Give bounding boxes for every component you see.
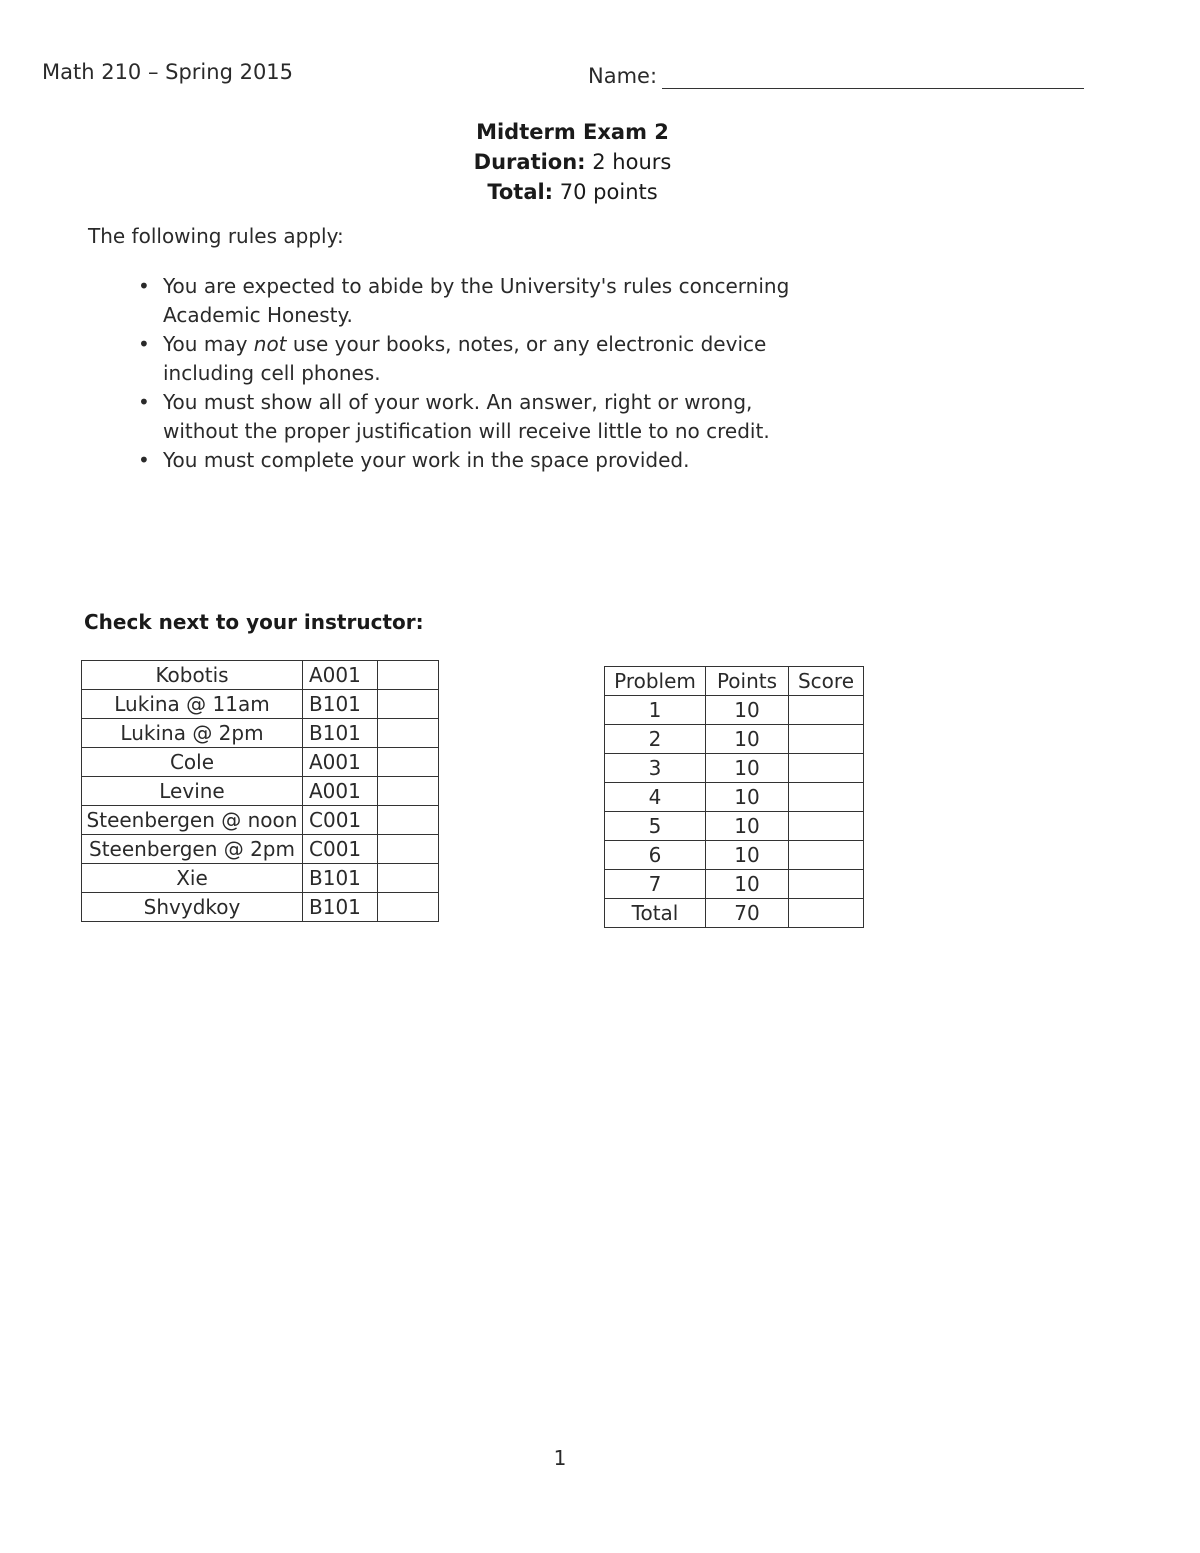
exam-title: Midterm Exam 2 xyxy=(476,120,669,144)
table-header-row xyxy=(605,667,864,696)
table-row xyxy=(82,748,439,777)
score-cell[interactable] xyxy=(789,696,864,725)
problem-number: 6 xyxy=(605,841,706,870)
problem-number: 3 xyxy=(605,754,706,783)
rule-item xyxy=(138,330,803,388)
name-label: Name: xyxy=(588,64,658,88)
check-box[interactable] xyxy=(378,748,439,777)
page-number: 1 xyxy=(553,1446,567,1470)
table-row xyxy=(82,661,439,690)
table-row xyxy=(605,812,864,841)
table-row xyxy=(605,754,864,783)
rule-text: You may xyxy=(163,332,254,356)
score-cell[interactable] xyxy=(789,812,864,841)
check-box[interactable] xyxy=(378,893,439,922)
check-box[interactable] xyxy=(378,661,439,690)
instructor-name: Steenbergen @ 2pm xyxy=(82,835,303,864)
score-cell[interactable] xyxy=(789,870,864,899)
bullet-icon: • xyxy=(138,448,150,472)
problem-points: 10 xyxy=(706,841,789,870)
table-row xyxy=(605,870,864,899)
table-row xyxy=(82,777,439,806)
column-header-score: Score xyxy=(789,667,864,696)
rules-list xyxy=(138,272,803,475)
problem-points: 10 xyxy=(706,696,789,725)
score-cell[interactable] xyxy=(789,725,864,754)
check-box[interactable] xyxy=(378,806,439,835)
rule-text: You must show all of your work. An answer, right or wrong, without the proper justification will receive little to no credit. xyxy=(163,390,770,443)
duration-value: 2 hours xyxy=(592,150,672,174)
problem-number: 4 xyxy=(605,783,706,812)
table-row-total xyxy=(605,899,864,928)
exam-heading xyxy=(0,117,1145,207)
bullet-icon: • xyxy=(138,332,150,356)
instructor-check-title: Check next to your instructor: xyxy=(84,610,424,634)
column-header-points: Points xyxy=(706,667,789,696)
table-row xyxy=(82,806,439,835)
instructor-name: Levine xyxy=(82,777,303,806)
section-code: B101 xyxy=(303,864,378,893)
total-score-cell[interactable] xyxy=(789,899,864,928)
table-row xyxy=(82,835,439,864)
table-row xyxy=(605,841,864,870)
total-label: Total: xyxy=(487,180,554,204)
check-box[interactable] xyxy=(378,864,439,893)
rule-item xyxy=(138,446,803,475)
name-blank-line xyxy=(662,88,1084,89)
table-row xyxy=(605,783,864,812)
table-row xyxy=(605,696,864,725)
course-title: Math 210 – Spring 2015 xyxy=(42,60,294,84)
problem-points: 10 xyxy=(706,870,789,899)
rule-emphasis: not xyxy=(253,332,287,356)
problem-number: 1 xyxy=(605,696,706,725)
rule-text: use your books, notes, or any electronic device including cell phones. xyxy=(163,332,767,385)
score-table xyxy=(604,666,864,928)
table-row xyxy=(82,690,439,719)
table-row xyxy=(82,719,439,748)
section-code: A001 xyxy=(303,748,378,777)
score-cell[interactable] xyxy=(789,783,864,812)
problem-number: 7 xyxy=(605,870,706,899)
total-label: Total xyxy=(605,899,706,928)
section-code: A001 xyxy=(303,661,378,690)
rule-text: You are expected to abide by the University's rules concerning Academic Honesty. xyxy=(163,274,790,327)
total-points: 70 xyxy=(706,899,789,928)
check-box[interactable] xyxy=(378,690,439,719)
total-value: 70 points xyxy=(559,180,658,204)
section-code: C001 xyxy=(303,806,378,835)
table-row xyxy=(605,725,864,754)
bullet-icon: • xyxy=(138,390,150,414)
bullet-icon: • xyxy=(138,274,150,298)
section-code: B101 xyxy=(303,893,378,922)
table-row xyxy=(82,893,439,922)
instructor-name: Lukina @ 11am xyxy=(82,690,303,719)
instructor-name: Kobotis xyxy=(82,661,303,690)
instructor-name: Lukina @ 2pm xyxy=(82,719,303,748)
column-header-problem: Problem xyxy=(605,667,706,696)
rule-item xyxy=(138,272,803,330)
check-box[interactable] xyxy=(378,777,439,806)
problem-points: 10 xyxy=(706,754,789,783)
instructor-name: Xie xyxy=(82,864,303,893)
section-code: B101 xyxy=(303,719,378,748)
score-cell[interactable] xyxy=(789,841,864,870)
rule-text: You must complete your work in the space provided. xyxy=(163,448,690,472)
section-code: A001 xyxy=(303,777,378,806)
problem-points: 10 xyxy=(706,783,789,812)
problem-number: 5 xyxy=(605,812,706,841)
check-box[interactable] xyxy=(378,835,439,864)
rules-intro: The following rules apply: xyxy=(88,224,344,248)
problem-points: 10 xyxy=(706,812,789,841)
instructor-name: Steenbergen @ noon xyxy=(82,806,303,835)
instructor-name: Shvydkoy xyxy=(82,893,303,922)
section-code: C001 xyxy=(303,835,378,864)
duration-label: Duration: xyxy=(473,150,586,174)
table-row xyxy=(82,864,439,893)
instructor-table xyxy=(81,660,439,922)
check-box[interactable] xyxy=(378,719,439,748)
problem-number: 2 xyxy=(605,725,706,754)
score-cell[interactable] xyxy=(789,754,864,783)
problem-points: 10 xyxy=(706,725,789,754)
rule-item xyxy=(138,388,803,446)
section-code: B101 xyxy=(303,690,378,719)
instructor-name: Cole xyxy=(82,748,303,777)
